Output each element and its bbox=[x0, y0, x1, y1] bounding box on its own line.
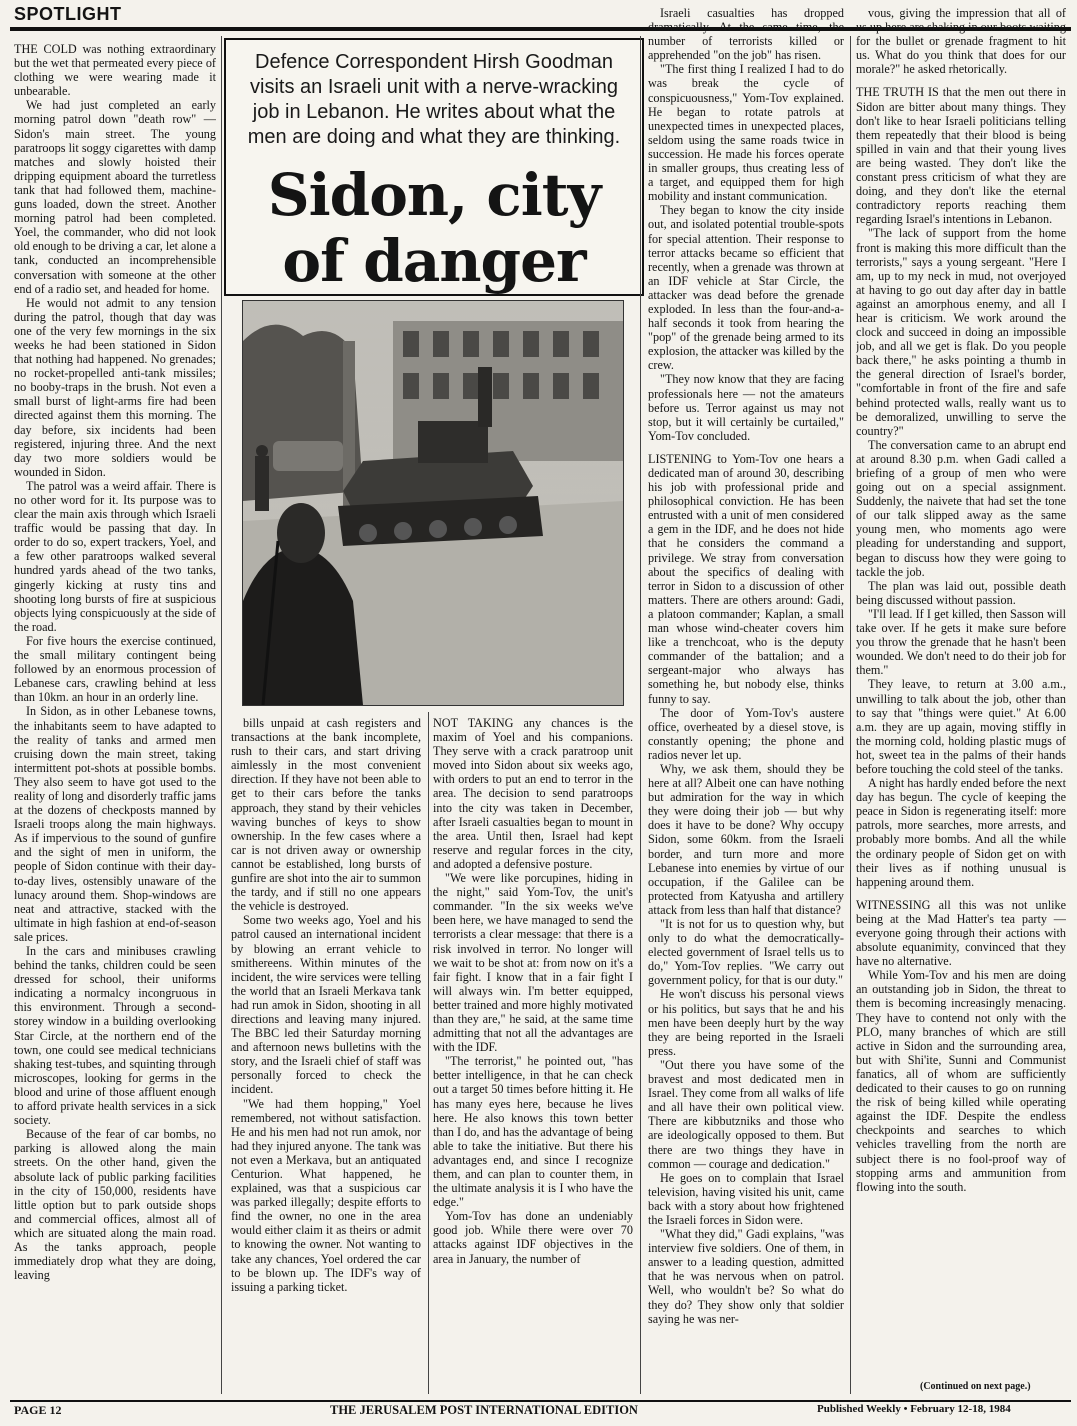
article-paragraph: vous, giving the impression that all of us up here are shaking in our boots waiting for the bullet or grenade fragment to hit us. What do you think that does for our morale?" he asked rhetorically. bbox=[856, 6, 1066, 77]
article-paragraph: "They now know that they are facing professionals here — not the amateurs before us. Terror against us may not stop, but it will certainly be curtailed," Yom-Tov concluded. bbox=[648, 372, 844, 443]
article-paragraph: NOT TAKING any chances is the maxim of Yoel and his companions. They serve with a crack paratroop unit moved into Sidon about six weeks ago, with orders to put an end to terror in the area. The decision to send paratroops into the city was taken in December, after Israeli casualties began to mount in the area. Until then, Israel had kept reserve and regular forces in the city, and adopted a defensive posture. bbox=[433, 716, 633, 871]
column-rule bbox=[428, 712, 429, 1394]
standfirst: Defence Correspondent Hirsh Goodman visits an Israeli unit with a nerve-wracking job in Lebanon. He writes about what the men are doing and what they are thinking. bbox=[247, 51, 621, 148]
article-paragraph: THE TRUTH IS that the men out there in Sidon are bitter about many things. They don't like to hear Israeli politicians telling them repeatedly that their blood is being spilled in vain and that their young lives are being wasted. They don't like the constant press criticism of what they are doing, and they don't like the eternal contradictory reports reaching them regarding Israel's intentions in Lebanon. bbox=[856, 85, 1066, 227]
column-rule bbox=[221, 36, 222, 1394]
article-photo bbox=[242, 300, 624, 706]
article-paragraph: The door of Yom-Tov's austere office, overheated by a diesel stove, is constantly opening; the phone and radios never let up. bbox=[648, 705, 844, 762]
article-paragraph: We had just completed an early morning patrol down "death row" — Sidon's main street. The young paratroops lit soggy cigarettes with damp matches and slowly hoisted their dripping equipment aboard the turretless tank that had followed them, machine-guns loaded, down the street. Another morning patrol had been completed. Yoel, the commander, who did not look old enough to be driving a car, let alone a tank, conducted an incomprehensible conversation with someone at the other end of a radio set, and headed for home. bbox=[14, 98, 216, 296]
footer-rule bbox=[10, 1400, 1071, 1402]
article-column-3 bbox=[433, 716, 633, 1394]
article-paragraph: They began to know the city inside out, and isolated potential trouble-spots for special attention. Their response to terror attacks became so efficient that recently, when a grenade was thrown at an IDF vehicle at Star Circle, the attacker was dead before the grenade exploded. In less than the four-and-a-half seconds it took from hearing the "pop" of the grenade being armed to its explosion, the attacker was killed by the crew. bbox=[648, 203, 844, 373]
article-paragraph: "We were like porcupines, hiding in the night," said Yom-Tov, the unit's commander. "In the six weeks we've been here, we have managed to send the terrorists a clear message: that there is a risk involved in terror. No longer will we wait to be shot at: from now on it's a fair fight. I know that in a fair fight I will always win. I'm better equipped, better trained and more highly motivated than they are," he said, at the same time admitting that not all the advantages are with the IDF. bbox=[433, 871, 633, 1055]
article-paragraph: Israeli casualties has dropped dramatically. At the same time, the number of terrorists killed or apprehended "on the job" has risen. bbox=[648, 6, 844, 63]
article-paragraph: While Yom-Tov and his men are doing an outstanding job in Sidon, the threat to them is becoming increasingly menacing. They have to contend not only with the PLO, many branches of which are still active in Sidon and the surrounding area, but with Shi'ite, Sunni and Communist fanatics, all of whom are sufficiently dedicated to their causes to go on running the risk of being killed while operating against the IDF. Despite the endless checkpoints and searches to which vehicles travelling from the north are subject there is no fool-proof way of stopping arms and ammunition from flowing into the south. bbox=[856, 968, 1066, 1194]
article-paragraph: Yom-Tov has done an undeniably good job. While there were over 70 attacks against IDF objectives in the area in January, the number of bbox=[433, 1209, 633, 1266]
article-paragraph: "I'll lead. If I get killed, then Sasson will take over. If he gets it make sure before you throw the grenade that he hasn't been wounded. We don't need to do their job for them." bbox=[856, 606, 1066, 678]
continued-note: (Continued on next page.) bbox=[920, 1381, 1031, 1392]
article-paragraph: For five hours the exercise continued, the small military contingent being followed by an enormous procession of Lebanese cars, crawling behind at less than 10km. an hour in an orderly line. bbox=[14, 633, 216, 705]
column-rule bbox=[850, 36, 851, 1394]
headline-line-1: Sidon, city bbox=[267, 161, 601, 229]
article-paragraph: "What they did," Gadi explains, "was interview five soldiers. One of them, in answer to a leading question, admitted that he was nervous when on patrol. Well, who wouldn't be? So what do they do? They show only that soldier saying he was ner- bbox=[648, 1227, 844, 1326]
article-paragraph: Because of the fear of car bombs, no parking is allowed along the main streets. On the other hand, given the absolute lack of public parking facilities in the city of 150,000, residents have little option but to park outside shops and commercial offices, almost all of which are situated along the main road. As the tanks approach, people immediately drop what they are doing, leaving bbox=[14, 1127, 216, 1283]
article-paragraph: "The first thing I realized I had to do was break the cycle of conspicuousness," Yom-Tov explained. He began to rotate patrols at unexpected times in unexpected places, seldom using the same roads twice in succession. He made his forces operate in smaller groups, thus creating less of a target, and equipped them for high mobility and instant communication. bbox=[648, 62, 844, 204]
article-paragraph: The conversation came to an abrupt end at around 8.30 p.m. when Gadi called a briefing of a group of men who were going out on a special assignment. Suddenly, the naivete that had set the tone of our talk slipped away as the same young men, who moments ago were pleading for understanding and support, began to discuss how they were going to tackle the job. bbox=[856, 437, 1066, 579]
article-paragraph: WITNESSING all this was not unlike being at the Mad Hatter's tea party — everyone going through their actions with absolute equanimity, convinced that they have no alternative. bbox=[856, 897, 1066, 969]
article-paragraph: The plan was laid out, possible death being discussed without passion. bbox=[856, 578, 1066, 607]
article-paragraph: "Out there you have some of the bravest and most dedicated men in Israel. They come from all walks of life and all have their own political view. There are kibbutzniks and those who are ideologically opposed to them. But there are two things they have in common — courage and dedication." bbox=[648, 1057, 844, 1171]
headline bbox=[226, 162, 642, 294]
article-column-2 bbox=[231, 716, 421, 1394]
article-paragraph: "It is not for us to question why, but only to do what the democratically-elected government of Israel tells us to do," Yom-Tov replies. "We carry out government policy, for that is our duty." bbox=[648, 917, 844, 988]
article-paragraph: "The lack of support from the home front is making this more difficult than the terrorists," says a young sergeant. "Here I am, up to my neck in mud, not overjoyed at having to go out day after day in battle against an amorphous enemy, and all I hear is criticism. We work around the clock and succeed in doing an impossible job, and all we get is flak. Do you people back there," he asks pointing a thumb in the general direction of Israel's border, "comfortable in front of the fire and safe behind protected walls, really want us to be demoralized, unwilling to serve the country?" bbox=[856, 226, 1066, 438]
article-paragraph: LISTENING to Yom-Tov one hears a dedicated man of around 30, describing his job with professional pride and philosophical conviction. He has been entrusted with a unit of men considered a gem in the IDF, and he does not hide that he considers the command a privilege. We stray from conversation about the specifics of dealing with terror in Sidon to a discussion of other matters. There are others around: Gadi, a platoon commander; Kaplan, a small man whose wind-cheater covers him like a trenchcoat, who is the deputy commander of the battalion; and a sergeant-major who always has something he, but nobody else, thinks funny to say. bbox=[648, 451, 844, 706]
article-column-5 bbox=[856, 6, 1066, 1378]
article-paragraph: "The terrorist," he pointed out, "has better intelligence, in that he can check out a target 50 times before hitting it. He has many eyes here, because he lives here. He also knows this town better than I do, and has the advantage of being able to take the initiative. But there his advantages end, and since I recognize them, and can plan to counter them, in the ultimate analysis it is I who have the edge." bbox=[433, 1054, 633, 1210]
article-paragraph: He would not admit to any tension during the patrol, though that day was one of the very few mornings in the six weeks he had been stationed in Sidon that nothing had happened. No grenades; no rocket-propelled anti-tank missiles; no booby-traps in the brush. Not even a small burst of light-arms fire had been directed against them this morning. The day before, six incidents had been registered, injuring three. And the next day two more soldiers would be wounded in Sidon. bbox=[14, 295, 216, 479]
headline-box bbox=[224, 38, 644, 296]
publication-name: THE JERUSALEM POST INTERNATIONAL EDITION bbox=[330, 1403, 638, 1417]
publication-dateline: Published Weekly • February 12-18, 1984 bbox=[817, 1403, 1011, 1415]
article-paragraph: A night has hardly ended before the next day has begun. The cycle of keeping the peace in Sidon is regenerating itself: more patrols, more searches, more arrests, and probably more bombs. And all the while the ordinary people of Sidon get on with their lives as if nothing unusual is happening around them. bbox=[856, 776, 1066, 889]
article-paragraph: bills unpaid at cash registers and transactions at the bank incomplete, rush to their cars, and start driving aimlessly in the most convenient direction. If they have not been able to get to their cars before the tanks approach, they stand by their vehicles waving bunches of keys to show ownership. In the few cases where a car is not driven away or ownership cannot be established, long bursts of gunfire are shot into the air to summon the tardy, and if still no one appears the vehicle is destroyed. bbox=[231, 716, 421, 914]
page-number: PAGE 12 bbox=[14, 1403, 62, 1417]
article-paragraph: "We had them hopping," Yoel remembered, not without satisfaction. He and his men had not run amok, nor had they injured anyone. The tank was not even a Merkava, but an antiquated Centurion. What happened, he explained, was that a suspicious car was parked illegally; despite efforts to find the owner, no one in the area would either claim it as theirs or admit to knowing the owner. Not wanting to take any chances, Yoel ordered the car to be blown up. The IDF's way of issuing a parking ticket. bbox=[231, 1096, 421, 1294]
article-paragraph: In Sidon, as in other Lebanese towns, the inhabitants seem to have adapted to the reality of tanks and armed men cruising down the main street, taking intermittent pot-shots at possible bombs. They also seem to have got used to the reality of long and disorderly traffic jams at the dozens of checkposts manned by Israeli troops along the main highways. As if impervious to the sound of gunfire and the sight of men in uniform, the people of Sidon continue with their day-to-day lives, ostensibly unaware of the lunacy around them. Shop-windows are neat and attractive, stacked with the ultimate in high fashion at end-of-season sale prices. bbox=[14, 704, 216, 944]
article-paragraph: They leave, to return at 3.00 a.m., unwilling to talk about the job, other than to say that "things were quiet." At 6.00 a.m. they are up again, moving stiffly in the morning cold, holding plastic mugs of hot, sweet tea in the palms of their hands before touching the cold steel of the tanks. bbox=[856, 677, 1066, 776]
article-paragraph: Why, we ask them, should they be here at all? Albeit one can have nothing but admiration for the way in which they were doing their job — but why does it have to be done? Why occupy Sidon, some 60km. from the Israeli border, and turn more and more Lebanese into enemies by virtue of our occupation, if the Galilee can be protected from Katyusha and artillery attack from less than half that distance? bbox=[648, 761, 844, 917]
article-paragraph: He won't discuss his personal views or his politics, but says that he and his men have been deeply hurt by the way they are being reported in the Israeli press. bbox=[648, 987, 844, 1058]
article-column-1 bbox=[14, 42, 216, 1394]
section-label: SPOTLIGHT bbox=[14, 4, 122, 24]
article-column-4 bbox=[648, 6, 844, 1394]
headline-line-2: of danger bbox=[282, 227, 586, 295]
article-paragraph: The patrol was a weird affair. There is no other word for it. Its purpose was to clear the main axis through which Israeli traffic would be passing that day. In order to do so, expert trackers, Yoel, and a few other paratroops walked several hundred yards ahead of the two tanks, gingerly kicking at rusty tins and shooting long bursts of fire at suspicious objects lying conspicuously at the side of the road. bbox=[14, 478, 216, 634]
article-paragraph: He goes on to complain that Israel television, having visited his unit, came back with a story about how frightened the Israeli forces in Sidon were. bbox=[648, 1170, 844, 1227]
article-paragraph: In the cars and minibuses crawling behind the tanks, children could be seen dressed for school, their uniforms indicating a normalcy incongruous in this environment. Through a second-storey window in a building overlooking Star Circle, at the northern end of the town, one could see medical technicians shaking test-tubes, and squinting through microscopes, looking for germs in the blood and urine of those affluent enough to afford private health services in a sick society. bbox=[14, 944, 216, 1128]
article-paragraph: THE COLD was nothing extraordinary but the wet that permeated every piece of clothing we were wearing made it unbearable. bbox=[14, 42, 216, 99]
column-rule bbox=[640, 36, 641, 1394]
article-paragraph: Some two weeks ago, Yoel and his patrol caused an international incident by blowing an errant vehicle to smithereens. Within minutes of the incident, the wire services were telling the world that an Israeli Merkava tank had run amok in Sidon, shooting in all directions and leaving many injured. The BBC led their Saturday morning and afternoon news bulletins with the story, and the Israeli chief of staff was personally forced to check the incident. bbox=[231, 913, 421, 1097]
